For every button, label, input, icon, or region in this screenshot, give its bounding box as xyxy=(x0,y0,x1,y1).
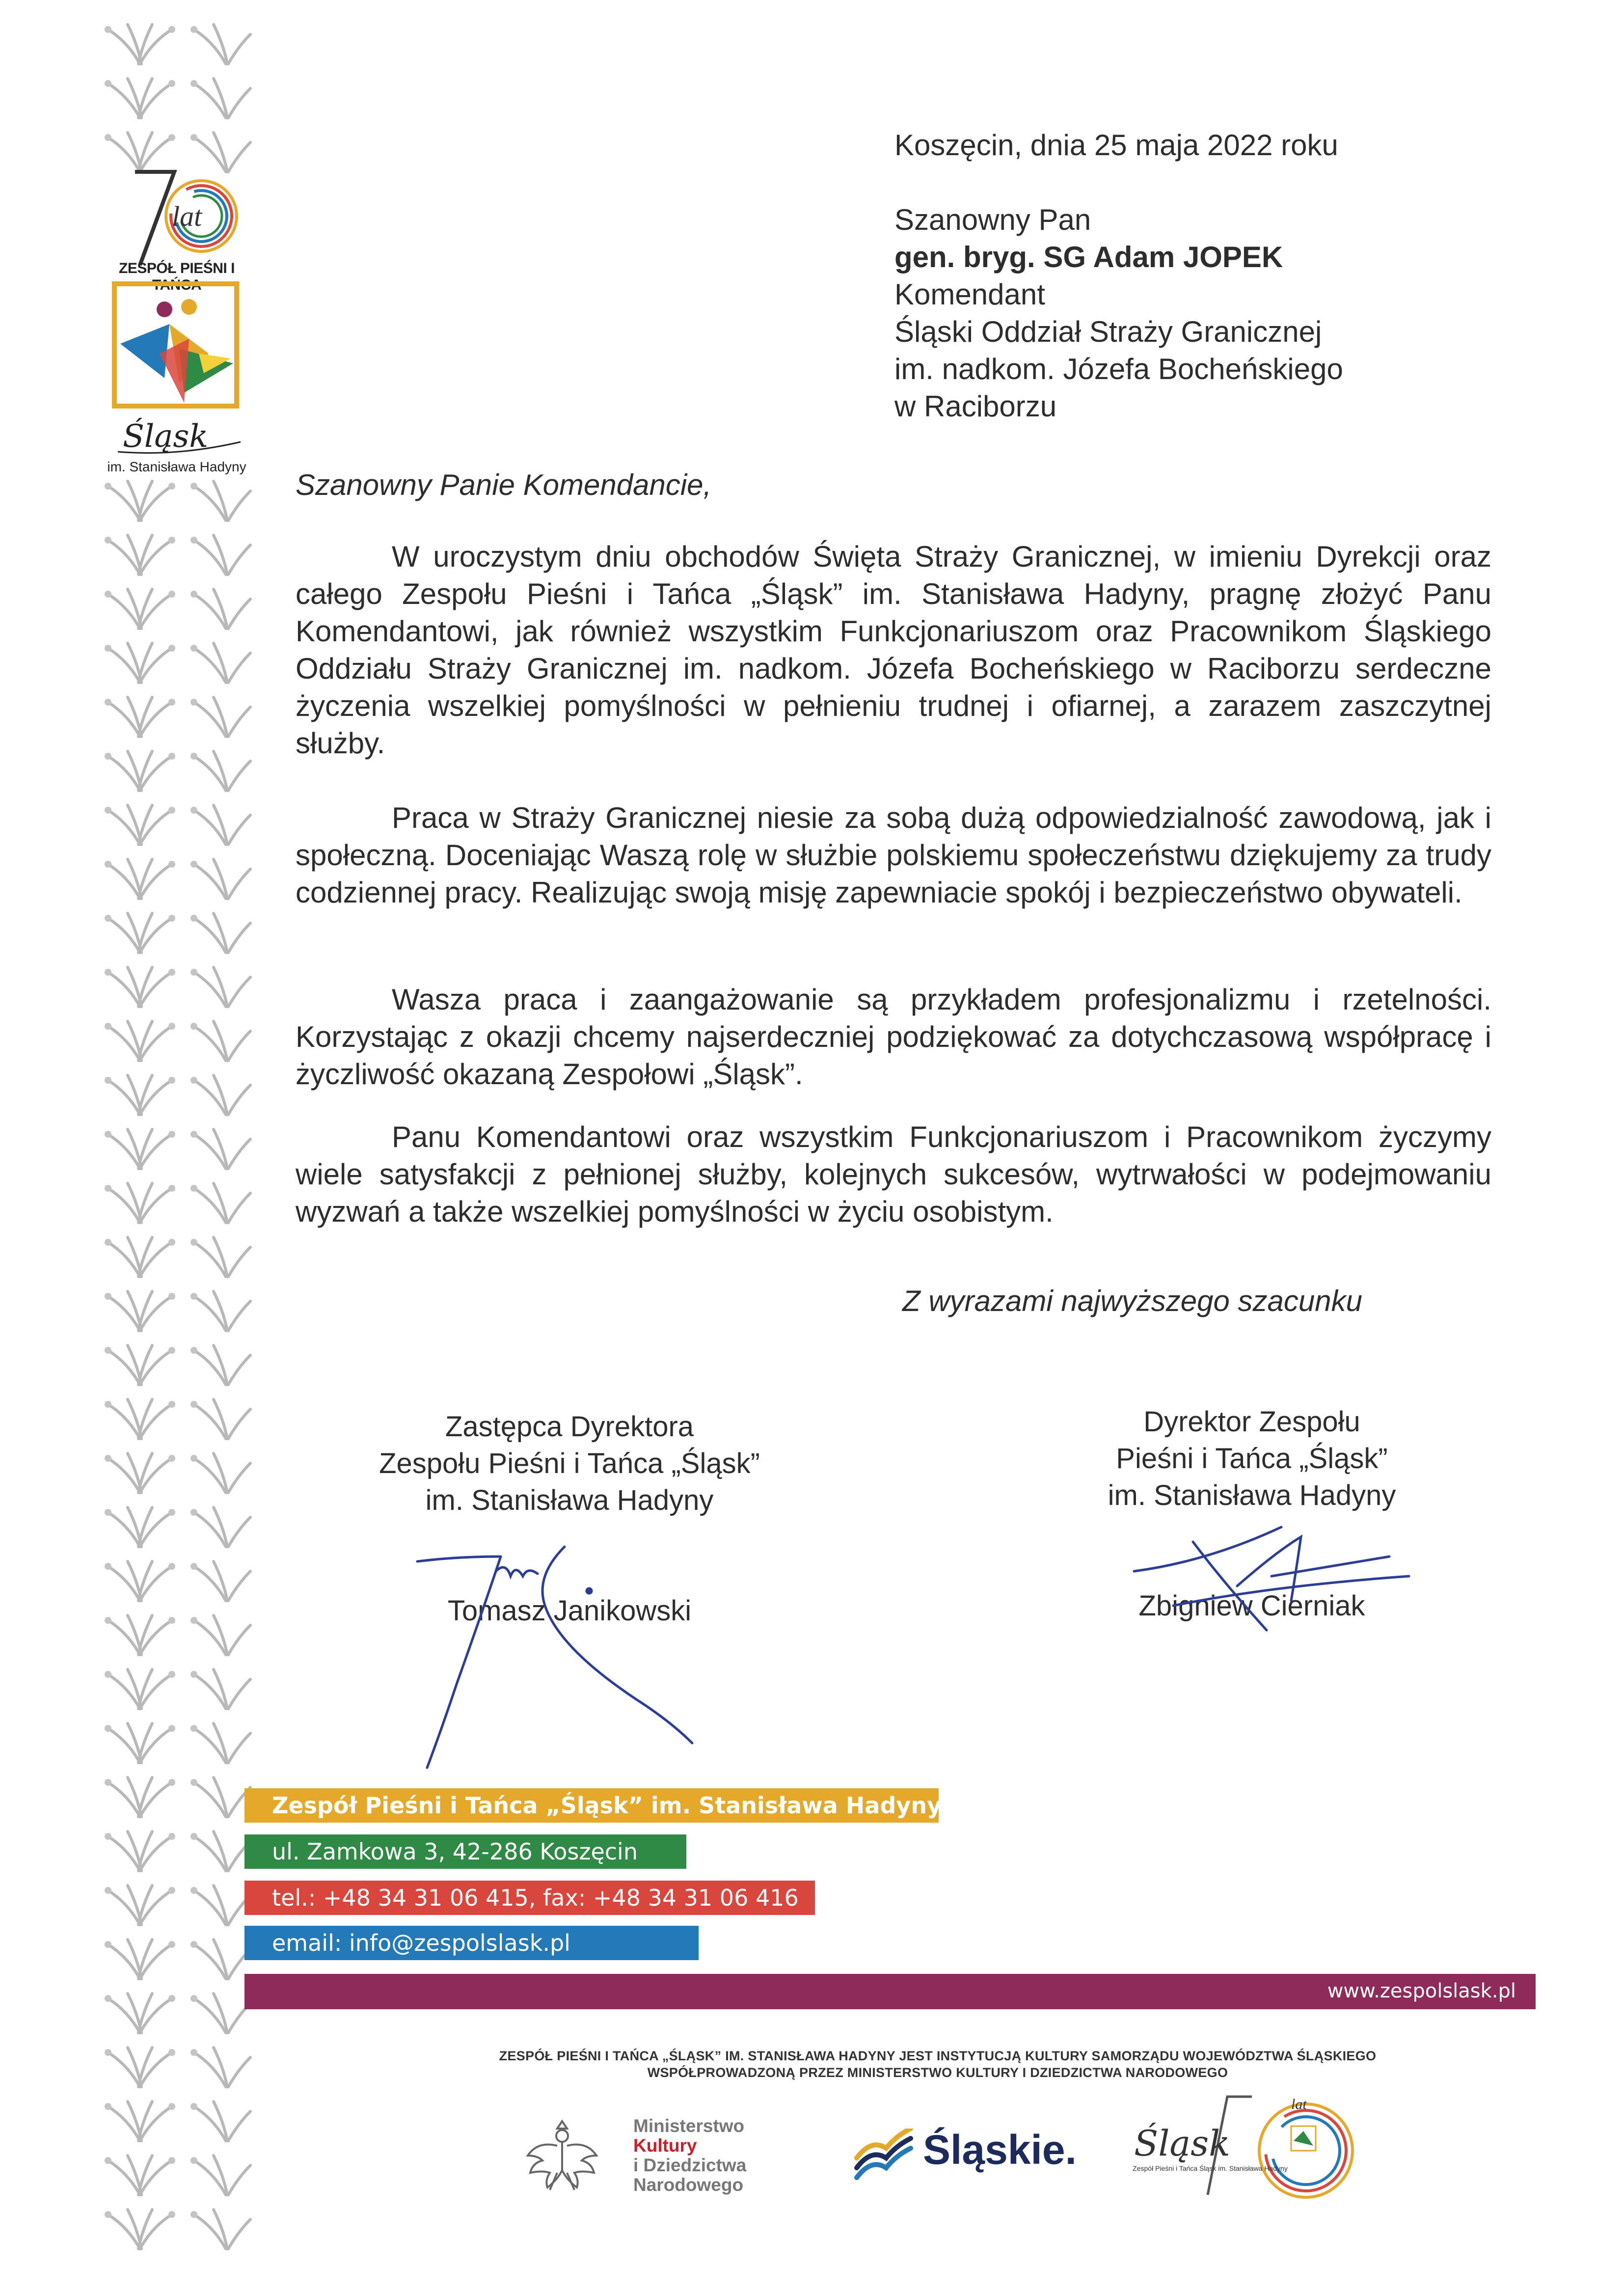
logo-ensemble-caption: ZESPÓŁ PIEŚNI I TAŃCA xyxy=(119,260,235,293)
slask-script-text: Śląsk xyxy=(123,418,209,455)
polish-eagle-icon xyxy=(523,2111,601,2195)
logo-years-text: lat xyxy=(172,200,202,232)
ministry-line: Ministerstwo xyxy=(633,2116,745,2136)
recipient-city: w Raciborzu xyxy=(894,390,1057,423)
signature-title-line: im. Stanisława Hadyny xyxy=(425,1484,714,1516)
footer-logo-script: Śląsk xyxy=(1134,2123,1230,2164)
ministry-line-accent: Kultury xyxy=(633,2135,697,2156)
signature-title-line: Zespołu Pieśni i Tańca „Śląsk” xyxy=(379,1448,760,1479)
ministry-logo-text xyxy=(633,2116,746,2195)
contact-bar-name: Zespół Pieśni i Tańca „Śląsk” im. Stanisława Hadyny xyxy=(244,1788,939,1823)
recipient-name: gen. bryg. SG Adam JOPEK xyxy=(894,241,1283,273)
letter-paragraph: Wasza praca i zaangażowanie są przykładem profesjonalizmu i rzetelności. Korzystając z okazji chcemy najserdeczniej podziękować za dotychczasową współpracę i życzliwość okazaną Zespołowi „Śląsk”. xyxy=(296,983,1491,1091)
handwritten-signature-deputy xyxy=(403,1542,756,1777)
handwritten-signature-director xyxy=(1124,1512,1429,1655)
recipient-unit-patron: im. nadkom. Józefa Bocheńskiego xyxy=(894,353,1343,385)
footer-logo-years: lat xyxy=(1291,2096,1307,2112)
recipient-greeting: Szanowny Pan xyxy=(894,203,1091,236)
recipient-unit: Śląski Oddział Straży Granicznej xyxy=(894,315,1322,348)
slaskie-wave-icon xyxy=(852,2129,916,2183)
footer-note-line: WSPÓŁPROWADZONĄ PRZEZ MINISTERSTWO KULTURY I DZIEDZICTWA NARODOWEGO xyxy=(647,2065,1228,2080)
ministry-line: Narodowego xyxy=(633,2175,744,2195)
signatory-name: Zbigniew Cierniak xyxy=(1138,1590,1365,1622)
letter-paragraph: Praca w Straży Granicznej niesie za sobą dużą odpowiedzialność zawodową, jak i społeczną. Doceniając Waszą rolę w służbie polskiemu społeczeństwu dziękujemy za trudy codziennej pracy. Realizując swoją misję zapewniacie spokój i bezpieczeństwo obywateli. xyxy=(296,801,1491,909)
letter-paragraph: Panu Komendantowi oraz wszystkim Funkcjonariuszom i Pracownikom życzymy wiele satysfakcji z pełnionej służby, kolejnych sukcesów, wytrwałości w podejmowaniu wyzwań a także wszelkiej pomyślności w życiu osobistym. xyxy=(296,1121,1491,1228)
contact-bar-email[interactable]: email: info@zespolslask.pl xyxy=(244,1926,699,1960)
dancers-logo-icon xyxy=(110,280,241,410)
footer-anniversary-logo xyxy=(1129,2087,1365,2205)
recipient-block xyxy=(894,201,1343,425)
footer-note-line: ZESPÓŁ PIEŚNI I TAŃCA „ŚLĄSK” IM. STANISŁAWA HADYNY JEST INSTYTUCJĄ KULTURY SAMORZĄDU WOJEWÓDZTWA ŚLĄSKIEGO xyxy=(499,2049,1377,2063)
recipient-position: Komendant xyxy=(894,278,1045,311)
signatory-name: Tomasz Janikowski xyxy=(447,1595,692,1627)
anniversary-70-logo-icon xyxy=(106,162,248,275)
date-line: Koszęcin, dnia 25 maja 2022 roku xyxy=(894,129,1338,162)
footer-logo-caption: Zespół Pieśni i Tańca Śląsk im. Stanisława Hadyny xyxy=(1133,2164,1288,2172)
signature-title-line: Pieśni i Tańca „Śląsk” xyxy=(1116,1443,1388,1475)
signature-title-line: im. Stanisława Hadyny xyxy=(1108,1479,1396,1511)
contact-bar-address: ul. Zamkowa 3, 42-286 Koszęcin xyxy=(244,1834,686,1869)
closing-line: Z wyrazami najwyższego szacunku xyxy=(902,1285,1363,1317)
logo-patron-caption: im. Stanisława Hadyny xyxy=(107,459,246,474)
ministry-line: i Dziedzictwa xyxy=(633,2155,747,2175)
salutation: Szanowny Panie Komendancie, xyxy=(296,468,712,501)
contact-bar-website[interactable]: www.zespolslask.pl xyxy=(244,1974,1536,2009)
slaskie-region-text: Śląskie. xyxy=(923,2127,1077,2173)
signature-title-line: Dyrektor Zespołu xyxy=(1143,1406,1360,1438)
footer-institution-note xyxy=(344,2048,1532,2081)
slask-script-logo xyxy=(113,415,245,459)
signature-title-line: Zastępca Dyrektora xyxy=(445,1411,694,1443)
letter-paragraph: W uroczystym dniu obchodów Święta Straży Granicznej, w imieniu Dyrekcji oraz całego Zespołu Pieśni i Tańca „Śląsk” im. Stanisława Hadyny, pragnę złożyć Panu Komendantowi, jak również wszystkim Funkcjonariuszom oraz Pracownikom Śląskiego Oddziału Straży Granicznej im. nadkom. Józefa Bocheńskiego w Raciborzu serdeczne życzenia wszelkiej pomyślności w pełnieniu trudnej i ofiarnej, a zarazem zaszczytnej służby. xyxy=(296,540,1491,760)
contact-bar-phone: tel.: +48 34 31 06 415, fax: +48 34 31 06 416 xyxy=(244,1881,815,1915)
